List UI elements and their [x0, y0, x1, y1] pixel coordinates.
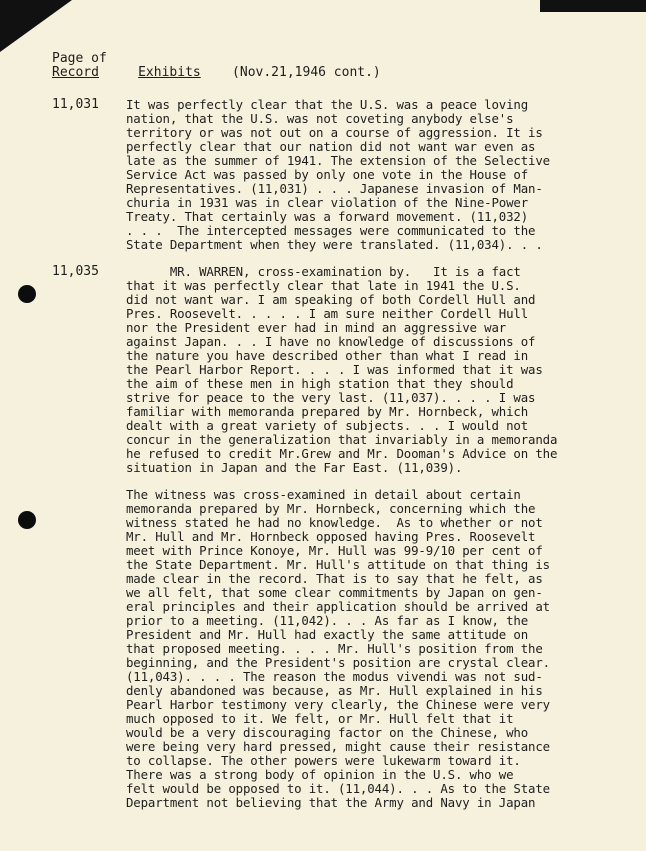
line: denly abandoned was because, as Mr. Hull explained in his [126, 683, 543, 698]
scan-top-edge-mark [540, 0, 646, 12]
line: State Department when they were translated. (11,034). . . [126, 237, 543, 252]
paragraph-3 [126, 488, 618, 810]
line: Service Act was passed by only one vote in the House of [126, 167, 529, 182]
line: were being very hard pressed, might cause their resistance [126, 739, 550, 754]
line: he refused to credit Mr.Grew and Mr. Dooman's Advice on the [126, 446, 558, 461]
line: Representatives. (11,031) . . . Japanese invasion of Man- [126, 181, 543, 196]
line: the Pearl Harbor Report. . . . I was informed that it was [126, 362, 543, 377]
record-ref-1: 11,031 [52, 97, 99, 112]
line: felt would be opposed to it. (11,044). . . As to the State [126, 781, 550, 796]
header-exhibits: Exhibits [138, 65, 201, 80]
scan-corner-mark [0, 0, 72, 52]
paragraph-1 [126, 98, 618, 252]
line: memoranda prepared by Mr. Hornbeck, concerning which the [126, 501, 536, 516]
line: nation, that the U.S. was not coveting anybody else's [126, 111, 514, 126]
line: Mr. Hull and Mr. Hornbeck opposed having Pres. Roosevelt [126, 529, 536, 544]
line: made clear in the record. That is to say that he felt, as [126, 571, 543, 586]
header-page-of: Page of [52, 51, 107, 66]
line: President and Mr. Hull had exactly the same attitude on [126, 627, 529, 642]
line: against Japan. . . I have no knowledge of discussions of [126, 334, 536, 349]
punch-hole-middle [18, 511, 36, 529]
line: witness stated he had no knowledge. As to whether or not [126, 515, 543, 530]
paragraph-2 [126, 265, 618, 475]
line: that proposed meeting. . . . Mr. Hull's position from the [126, 641, 543, 656]
line: meet with Prince Konoye, Mr. Hull was 99-9/10 per cent of [126, 543, 543, 558]
header-date: (Nov.21,1946 cont.) [232, 65, 381, 80]
line: perfectly clear that our nation did not want war even as [126, 139, 536, 154]
line: would be a very discouraging factor on the Chinese, who [126, 725, 529, 740]
line: Treaty. That certainly was a forward movement. (11,032) [126, 209, 529, 224]
line: MR. WARREN, cross-examination by. It is a fact [126, 264, 521, 279]
line: the nature you have described other than what I read in [126, 348, 529, 363]
line: . . . The intercepted messages were communicated to the [126, 223, 536, 238]
record-ref-2: 11,035 [52, 264, 99, 279]
line: concur in the generalization that invariably in a memoranda [126, 432, 558, 447]
line: eral principles and their application should be arrived at [126, 599, 550, 614]
line: There was a strong body of opinion in the U.S. who we [126, 767, 514, 782]
line: Pearl Harbor testimony very clearly, the Chinese were very [126, 697, 550, 712]
line: late as the summer of 1941. The extension of the Selective [126, 153, 550, 168]
line: prior to a meeting. (11,042). . . As far as I know, the [126, 613, 529, 628]
header-record: Record [52, 65, 99, 80]
line: the State Department. Mr. Hull's attitude on that thing is [126, 557, 550, 572]
line: that it was perfectly clear that late in 1941 the U.S. [126, 278, 521, 293]
line: The witness was cross-examined in detail about certain [126, 487, 521, 502]
line: the aim of these men in high station that they should [126, 376, 514, 391]
line: dealt with a great variety of subjects. . . I would not [126, 418, 529, 433]
line: familiar with memoranda prepared by Mr. Hornbeck, which [126, 404, 529, 419]
page-header [52, 52, 381, 80]
line: did not want war. I am speaking of both Cordell Hull and [126, 292, 536, 307]
line: we all felt, that some clear commitments by Japan on gen- [126, 585, 543, 600]
line: churia in 1931 was in clear violation of the Nine-Power [126, 195, 529, 210]
line: territory or was not out on a course of aggression. It is [126, 125, 543, 140]
line: strive for peace to the very last. (11,037). . . . I was [126, 390, 536, 405]
line: nor the President ever had in mind an aggressive war [126, 320, 507, 335]
line: situation in Japan and the Far East. (11,039). [126, 460, 463, 475]
line: (11,043). . . . The reason the modus vivendi was not sud- [126, 669, 543, 684]
line: much opposed to it. We felt, or Mr. Hull felt that it [126, 711, 514, 726]
line: beginning, and the President's position are crystal clear. [126, 655, 550, 670]
line: to collapse. The other powers were lukewarm toward it. [126, 753, 521, 768]
line: Department not believing that the Army and Navy in Japan [126, 795, 536, 810]
line: It was perfectly clear that the U.S. was a peace loving [126, 97, 529, 112]
line: Pres. Roosevelt. . . . . I am sure neither Cordell Hull [126, 306, 529, 321]
punch-hole-top [18, 285, 36, 303]
